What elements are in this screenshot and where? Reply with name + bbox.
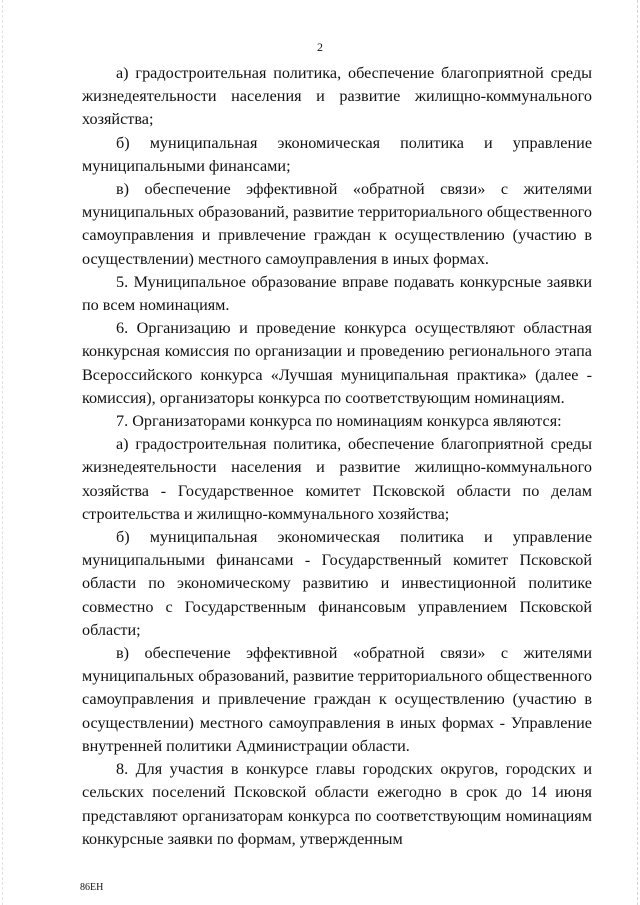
paragraph-8: 8. Для участия в конкурсе главы городских округов, городских и сельских поселений Псковской области ежегодно в срок до 14 июня представляют организаторам конкурса по соответствующим номинациям конкурсные заявки по формам, утвержденным — [82, 760, 592, 848]
paragraph-7: 7. Организаторами конкурса по номинациям конкурса являются: — [116, 412, 562, 431]
paragraph-7b: б) муниципальная экономическая политика и управление муниципальными финансами - Государственный комитет Псковской области по экономическому развитию и инвестиционной политике совместно с Государственным финансовым управлением Псковской области; — [82, 528, 592, 639]
paragraph-7c: в) обеспечение эффективной «обратной связи» с жителями муниципальных образований, развитие территориального общественного самоуправления и привлечение граждан к осуществлению (участию в осуществлении) местного самоуправления в иных формах - Управление внутренней политики Администрации области. — [82, 644, 592, 755]
document-body — [82, 62, 592, 851]
paragraph-1b: б) муниципальная экономическая политика и управление муниципальными финансами; — [82, 133, 592, 175]
paragraph-1c: в) обеспечение эффективной «обратной связи» с жителями муниципальных образований, развитие территориального общественного самоуправления и привлечение граждан к осуществлению (участию в осуществлении) местного самоуправления в иных формах. — [82, 180, 592, 268]
paragraph-7a: а) градостроительная политика, обеспечение благоприятной среды жизнедеятельности населения и развитие жилищно-коммунального хозяйства - Государственное комитет Псковской области по делам строительства и жилищно-коммунального хозяйства; — [82, 435, 592, 523]
paragraph-1a: а) градостроительная политика, обеспечение благоприятной среды жизнедеятельности населения и развитие жилищно-коммунального хозяйства; — [82, 64, 592, 129]
paragraph-6: 6. Организацию и проведение конкурса осуществляют областная конкурсная комиссия по организации и проведению регионального этапа Всероссийского конкурса «Лучшая муниципальная практика» (далее - комиссия), организаторы конкурса по соответствующим номинациям. — [82, 319, 592, 407]
paragraph-5: 5. Муниципальное образование вправе подавать конкурсные заявки по всем номинациям. — [82, 272, 592, 315]
footer-document-code: 86ЕН — [80, 882, 104, 893]
scan-edge-right — [637, 0, 638, 905]
scan-edge-left — [2, 0, 3, 905]
page-number: 2 — [317, 40, 323, 54]
